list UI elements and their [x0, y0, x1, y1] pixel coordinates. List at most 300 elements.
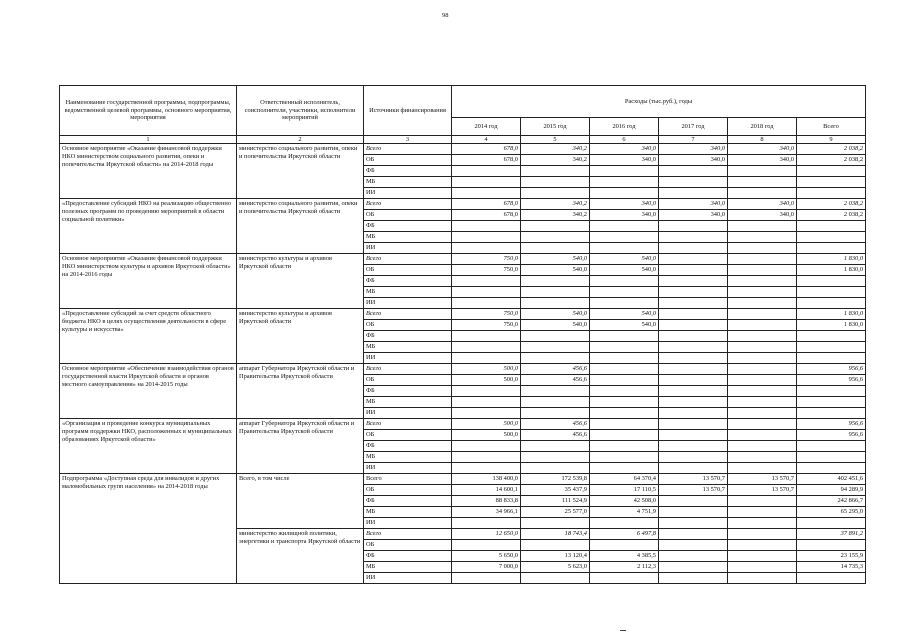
- value-cell: [659, 408, 728, 419]
- value-cell: 5 623,0: [521, 562, 590, 573]
- total-value-cell: 1 830,0: [797, 320, 866, 331]
- value-cell: [521, 518, 590, 529]
- value-cell: 4 385,5: [590, 551, 659, 562]
- source-cell: ОБ: [364, 210, 452, 221]
- value-cell: 6 497,8: [590, 529, 659, 540]
- source-cell: МБ: [364, 452, 452, 463]
- value-cell: 2 112,3: [590, 562, 659, 573]
- total-value-cell: 23 155,9: [797, 551, 866, 562]
- page-number: 98: [442, 12, 449, 19]
- value-cell: [728, 188, 797, 199]
- value-cell: [590, 540, 659, 551]
- source-cell: Всего: [364, 529, 452, 540]
- value-cell: [659, 452, 728, 463]
- total-value-cell: 402 451,6: [797, 474, 866, 485]
- value-cell: [659, 298, 728, 309]
- value-cell: [590, 375, 659, 386]
- source-cell: ИИ: [364, 518, 452, 529]
- value-cell: 540,0: [590, 254, 659, 265]
- total-value-cell: 2 038,2: [797, 144, 866, 155]
- value-cell: [659, 353, 728, 364]
- responsible-cell: министерство жилищной политики, энергетики и транспорта Иркутской области: [237, 529, 364, 584]
- table-row: [60, 144, 866, 155]
- value-cell: [659, 430, 728, 441]
- value-cell: [521, 408, 590, 419]
- header-year: 2018 год: [728, 117, 797, 135]
- column-number: 7: [659, 136, 728, 144]
- source-cell: ИИ: [364, 408, 452, 419]
- value-cell: [728, 309, 797, 320]
- column-number: 6: [590, 136, 659, 144]
- value-cell: [728, 496, 797, 507]
- value-cell: [590, 166, 659, 177]
- value-cell: 172 539,8: [521, 474, 590, 485]
- program-name-cell: Основное мероприятие «Обеспечение взаимодействия органов государственной власти Иркутской области и органов местного самоуправления» на 2014-2015 годы: [60, 364, 237, 419]
- value-cell: 750,0: [452, 254, 521, 265]
- header-year: 2017 год: [659, 117, 728, 135]
- program-name-cell: Основное мероприятие «Оказание финансовой поддержки НКО министерством социального развития, опеки и попечительства Иркутской области» на 2014-2018 годы: [60, 144, 237, 199]
- value-cell: [521, 397, 590, 408]
- header-year: 2015 год: [521, 117, 590, 135]
- value-cell: 35 437,9: [521, 485, 590, 496]
- value-cell: [521, 342, 590, 353]
- value-cell: [590, 518, 659, 529]
- value-cell: [590, 298, 659, 309]
- value-cell: [590, 353, 659, 364]
- value-cell: 340,0: [590, 199, 659, 210]
- value-cell: [659, 188, 728, 199]
- source-cell: МБ: [364, 342, 452, 353]
- scan-mark: [620, 630, 626, 631]
- value-cell: 88 833,8: [452, 496, 521, 507]
- value-cell: [452, 331, 521, 342]
- value-cell: [728, 342, 797, 353]
- source-cell: МБ: [364, 287, 452, 298]
- total-value-cell: 2 038,2: [797, 155, 866, 166]
- value-cell: [452, 243, 521, 254]
- value-cell: [521, 276, 590, 287]
- header-year: 2014 год: [452, 117, 521, 135]
- table-row: [60, 309, 866, 320]
- source-cell: ОБ: [364, 155, 452, 166]
- table-row: [60, 419, 866, 430]
- value-cell: 750,0: [452, 265, 521, 276]
- total-value-cell: [797, 188, 866, 199]
- value-cell: [590, 419, 659, 430]
- value-cell: 540,0: [521, 254, 590, 265]
- value-cell: [728, 243, 797, 254]
- program-name-cell: «Предоставление субсидий НКО на реализацию общественно полезных программ по проведению мероприятий в области социальной политики»: [60, 199, 237, 254]
- value-cell: [728, 386, 797, 397]
- value-cell: 540,0: [521, 265, 590, 276]
- total-value-cell: 2 038,2: [797, 199, 866, 210]
- total-value-cell: [797, 452, 866, 463]
- value-cell: 678,0: [452, 210, 521, 221]
- value-cell: [590, 430, 659, 441]
- value-cell: 18 743,4: [521, 529, 590, 540]
- source-cell: ИИ: [364, 188, 452, 199]
- value-cell: [590, 408, 659, 419]
- total-value-cell: [797, 463, 866, 474]
- value-cell: 456,6: [521, 364, 590, 375]
- total-value-cell: [797, 441, 866, 452]
- value-cell: [659, 177, 728, 188]
- value-cell: [452, 540, 521, 551]
- value-cell: [590, 342, 659, 353]
- column-number: 8: [728, 136, 797, 144]
- value-cell: 17 110,5: [590, 485, 659, 496]
- total-value-cell: [797, 177, 866, 188]
- table-row: [60, 199, 866, 210]
- value-cell: 678,0: [452, 155, 521, 166]
- source-cell: ФБ: [364, 276, 452, 287]
- value-cell: [521, 452, 590, 463]
- total-value-cell: [797, 276, 866, 287]
- value-cell: [728, 221, 797, 232]
- total-value-cell: [797, 243, 866, 254]
- source-cell: Всего: [364, 199, 452, 210]
- value-cell: [521, 166, 590, 177]
- value-cell: [659, 254, 728, 265]
- value-cell: [521, 188, 590, 199]
- value-cell: 678,0: [452, 199, 521, 210]
- value-cell: [659, 529, 728, 540]
- value-cell: [728, 298, 797, 309]
- value-cell: [728, 463, 797, 474]
- value-cell: 456,6: [521, 375, 590, 386]
- responsible-cell: аппарат Губернатора Иркутской области и Правительства Иркутской области: [237, 419, 364, 474]
- value-cell: [728, 276, 797, 287]
- value-cell: [521, 463, 590, 474]
- value-cell: 340,0: [728, 210, 797, 221]
- value-cell: 340,0: [728, 155, 797, 166]
- value-cell: [452, 408, 521, 419]
- value-cell: [452, 452, 521, 463]
- total-value-cell: [797, 287, 866, 298]
- value-cell: 64 370,4: [590, 474, 659, 485]
- value-cell: [728, 562, 797, 573]
- value-cell: [452, 397, 521, 408]
- source-cell: МБ: [364, 507, 452, 518]
- total-value-cell: 956,6: [797, 364, 866, 375]
- value-cell: [452, 188, 521, 199]
- responsible-cell: министерство социального развития, опеки и попечительства Иркутской области: [237, 199, 364, 254]
- value-cell: [728, 441, 797, 452]
- header-year: 2016 год: [590, 117, 659, 135]
- value-cell: [590, 397, 659, 408]
- value-cell: [590, 243, 659, 254]
- value-cell: [659, 364, 728, 375]
- value-cell: [452, 342, 521, 353]
- source-cell: Всего: [364, 364, 452, 375]
- value-cell: 540,0: [521, 320, 590, 331]
- value-cell: [452, 221, 521, 232]
- value-cell: [452, 353, 521, 364]
- responsible-cell: Всего, в том числе: [237, 474, 364, 529]
- header-name: Наименование государственной программы, подпрограммы, ведомственной целевой программы, основного мероприятия, мероприятия: [60, 86, 237, 136]
- value-cell: [659, 397, 728, 408]
- value-cell: [659, 309, 728, 320]
- total-value-cell: [797, 408, 866, 419]
- value-cell: [590, 452, 659, 463]
- value-cell: [590, 331, 659, 342]
- value-cell: 13 570,7: [728, 485, 797, 496]
- value-cell: [728, 540, 797, 551]
- value-cell: [659, 518, 728, 529]
- table-row: [60, 254, 866, 265]
- responsible-cell: министерство культуры и архивов Иркутской области: [237, 309, 364, 364]
- value-cell: 340,2: [521, 155, 590, 166]
- source-cell: ФБ: [364, 551, 452, 562]
- value-cell: 7 000,0: [452, 562, 521, 573]
- source-cell: ИИ: [364, 298, 452, 309]
- value-cell: [659, 166, 728, 177]
- value-cell: 111 524,9: [521, 496, 590, 507]
- value-cell: [590, 364, 659, 375]
- source-cell: ФБ: [364, 496, 452, 507]
- value-cell: 540,0: [590, 265, 659, 276]
- source-cell: ИИ: [364, 573, 452, 584]
- value-cell: [659, 276, 728, 287]
- value-cell: [659, 265, 728, 276]
- total-value-cell: [797, 518, 866, 529]
- value-cell: [659, 496, 728, 507]
- source-cell: Всего: [364, 419, 452, 430]
- value-cell: [452, 298, 521, 309]
- column-number: 5: [521, 136, 590, 144]
- value-cell: 500,0: [452, 419, 521, 430]
- value-cell: 678,0: [452, 144, 521, 155]
- value-cell: [728, 518, 797, 529]
- value-cell: [659, 573, 728, 584]
- column-number: 3: [364, 136, 452, 144]
- value-cell: [659, 386, 728, 397]
- total-value-cell: 2 038,2: [797, 210, 866, 221]
- value-cell: 750,0: [452, 309, 521, 320]
- header-responsible: Ответственный исполнитель, соисполнители, участники, исполнители мероприятий: [237, 86, 364, 136]
- value-cell: [728, 364, 797, 375]
- total-value-cell: 956,6: [797, 419, 866, 430]
- source-cell: ИИ: [364, 243, 452, 254]
- value-cell: [728, 375, 797, 386]
- source-cell: ОБ: [364, 540, 452, 551]
- value-cell: [452, 177, 521, 188]
- value-cell: [590, 441, 659, 452]
- value-cell: 340,0: [659, 210, 728, 221]
- total-value-cell: [797, 386, 866, 397]
- header-expenses: Расходы (тыс.руб.), годы: [452, 86, 866, 118]
- value-cell: [590, 188, 659, 199]
- value-cell: [521, 573, 590, 584]
- value-cell: 14 600,1: [452, 485, 521, 496]
- value-cell: [728, 430, 797, 441]
- value-cell: 42 508,0: [590, 496, 659, 507]
- total-value-cell: [797, 331, 866, 342]
- value-cell: [590, 177, 659, 188]
- value-cell: [521, 243, 590, 254]
- value-cell: [728, 353, 797, 364]
- value-cell: [590, 276, 659, 287]
- value-cell: [728, 265, 797, 276]
- value-cell: [452, 166, 521, 177]
- total-value-cell: 14 735,3: [797, 562, 866, 573]
- total-value-cell: 65 295,0: [797, 507, 866, 518]
- value-cell: [452, 518, 521, 529]
- source-cell: ИИ: [364, 463, 452, 474]
- value-cell: [659, 221, 728, 232]
- source-cell: ФБ: [364, 386, 452, 397]
- table-row: [60, 364, 866, 375]
- value-cell: 340,0: [659, 155, 728, 166]
- value-cell: [590, 573, 659, 584]
- value-cell: [659, 232, 728, 243]
- value-cell: 340,0: [728, 199, 797, 210]
- value-cell: [659, 375, 728, 386]
- value-cell: [728, 529, 797, 540]
- value-cell: [659, 507, 728, 518]
- value-cell: [521, 441, 590, 452]
- header-total: Всего: [797, 117, 866, 135]
- value-cell: 340,0: [659, 199, 728, 210]
- value-cell: [728, 408, 797, 419]
- value-cell: [659, 441, 728, 452]
- value-cell: [590, 232, 659, 243]
- value-cell: [590, 221, 659, 232]
- value-cell: [728, 331, 797, 342]
- header-sources: Источники финансирования: [364, 86, 452, 136]
- value-cell: 500,0: [452, 364, 521, 375]
- value-cell: [590, 386, 659, 397]
- source-cell: Всего: [364, 309, 452, 320]
- value-cell: 500,0: [452, 430, 521, 441]
- value-cell: 456,6: [521, 419, 590, 430]
- value-cell: [521, 386, 590, 397]
- total-value-cell: [797, 232, 866, 243]
- value-cell: 13 570,7: [659, 485, 728, 496]
- value-cell: [728, 320, 797, 331]
- value-cell: [521, 353, 590, 364]
- value-cell: [452, 441, 521, 452]
- source-cell: МБ: [364, 177, 452, 188]
- value-cell: [659, 342, 728, 353]
- value-cell: 540,0: [590, 320, 659, 331]
- value-cell: 13 120,4: [521, 551, 590, 562]
- source-cell: ФБ: [364, 331, 452, 342]
- value-cell: 12 650,0: [452, 529, 521, 540]
- value-cell: 340,2: [521, 144, 590, 155]
- value-cell: 340,0: [590, 144, 659, 155]
- value-cell: [728, 177, 797, 188]
- total-value-cell: 956,6: [797, 430, 866, 441]
- value-cell: 4 751,9: [590, 507, 659, 518]
- source-cell: Всего: [364, 474, 452, 485]
- value-cell: [452, 287, 521, 298]
- value-cell: [452, 232, 521, 243]
- source-cell: ОБ: [364, 485, 452, 496]
- value-cell: [521, 232, 590, 243]
- value-cell: 340,2: [521, 210, 590, 221]
- value-cell: 34 966,1: [452, 507, 521, 518]
- value-cell: [659, 540, 728, 551]
- value-cell: 340,0: [590, 210, 659, 221]
- responsible-cell: министерство культуры и архивов Иркутской области: [237, 254, 364, 309]
- value-cell: 456,6: [521, 430, 590, 441]
- source-cell: Всего: [364, 254, 452, 265]
- program-name-cell: Основное мероприятие «Оказание финансовой поддержки НКО министерством культуры и архивов Иркутской области» на 2014-2016 годы: [60, 254, 237, 309]
- value-cell: [659, 320, 728, 331]
- total-value-cell: 956,6: [797, 375, 866, 386]
- total-value-cell: 1 830,0: [797, 309, 866, 320]
- value-cell: 340,0: [659, 144, 728, 155]
- value-cell: [521, 298, 590, 309]
- value-cell: [659, 331, 728, 342]
- value-cell: 13 570,7: [659, 474, 728, 485]
- total-value-cell: 1 830,0: [797, 265, 866, 276]
- financing-table: [59, 85, 866, 584]
- program-name-cell: Подпрограмма «Доступная среда для инвалидов и других маломобильных групп населения» на 2014-2018 годы: [60, 474, 237, 584]
- value-cell: [521, 177, 590, 188]
- value-cell: [590, 463, 659, 474]
- value-cell: 340,2: [521, 199, 590, 210]
- value-cell: 500,0: [452, 375, 521, 386]
- column-number: 4: [452, 136, 521, 144]
- value-cell: 13 570,7: [728, 474, 797, 485]
- value-cell: [452, 386, 521, 397]
- value-cell: 138 400,0: [452, 474, 521, 485]
- program-name-cell: «Предоставление субсидий за счет средств областного бюджета НКО в целях осуществления деятельности в сфере культуры и искусства»: [60, 309, 237, 364]
- value-cell: [452, 276, 521, 287]
- value-cell: [728, 287, 797, 298]
- value-cell: [659, 243, 728, 254]
- source-cell: Всего: [364, 144, 452, 155]
- value-cell: 750,0: [452, 320, 521, 331]
- value-cell: [521, 221, 590, 232]
- total-value-cell: 1 830,0: [797, 254, 866, 265]
- value-cell: 25 577,0: [521, 507, 590, 518]
- column-number: 9: [797, 136, 866, 144]
- source-cell: МБ: [364, 232, 452, 243]
- source-cell: ОБ: [364, 265, 452, 276]
- value-cell: [728, 397, 797, 408]
- value-cell: [728, 254, 797, 265]
- value-cell: 340,0: [728, 144, 797, 155]
- source-cell: ОБ: [364, 375, 452, 386]
- value-cell: [728, 452, 797, 463]
- total-value-cell: [797, 221, 866, 232]
- value-cell: [521, 540, 590, 551]
- source-cell: ОБ: [364, 430, 452, 441]
- column-number: 2: [237, 136, 364, 144]
- total-value-cell: 37 891,2: [797, 529, 866, 540]
- total-value-cell: 94 289,9: [797, 485, 866, 496]
- source-cell: МБ: [364, 397, 452, 408]
- value-cell: [452, 463, 521, 474]
- value-cell: [659, 562, 728, 573]
- value-cell: 540,0: [590, 309, 659, 320]
- source-cell: ФБ: [364, 221, 452, 232]
- responsible-cell: аппарат Губернатора Иркутской области и Правительства Иркутской области: [237, 364, 364, 419]
- source-cell: МБ: [364, 562, 452, 573]
- value-cell: [452, 573, 521, 584]
- value-cell: [728, 573, 797, 584]
- table-row: [60, 474, 866, 485]
- source-cell: ФБ: [364, 441, 452, 452]
- total-value-cell: [797, 342, 866, 353]
- value-cell: [590, 287, 659, 298]
- value-cell: 5 650,0: [452, 551, 521, 562]
- program-name-cell: «Организация и проведение конкурса муниципальных программ поддержки НКО, расположенных в муниципальных образованиях Иркутской области»: [60, 419, 237, 474]
- value-cell: [521, 287, 590, 298]
